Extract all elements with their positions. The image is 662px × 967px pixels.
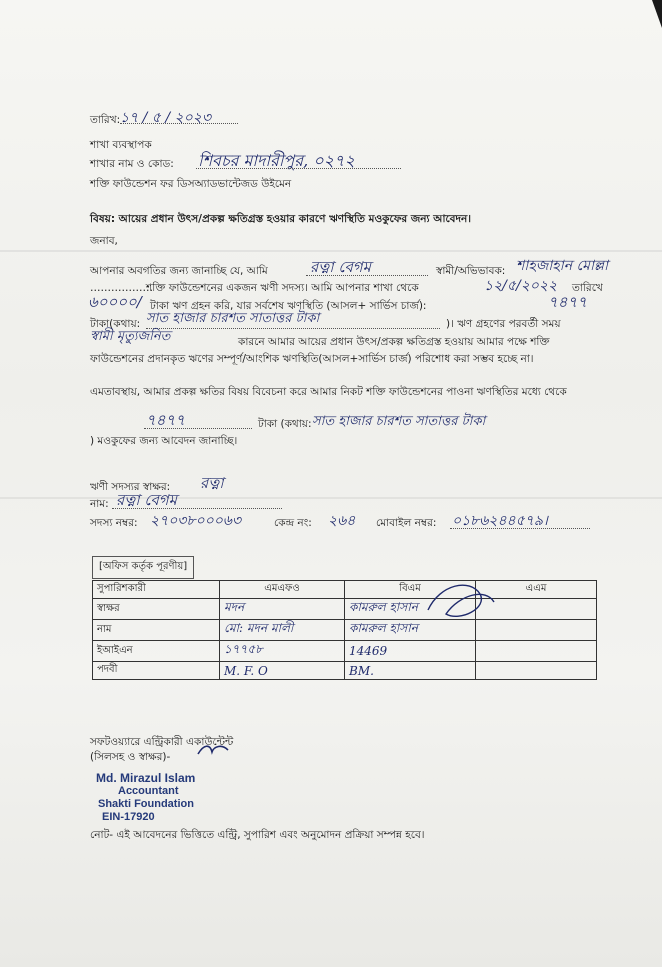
body-text: স্বামী/অভিভাবক: [436, 265, 506, 277]
stamp-ein: EIN-17920 [102, 811, 155, 823]
table-row [93, 662, 597, 680]
bm-cell: কামরুল হাসান [345, 620, 476, 641]
accountant-stamp [96, 772, 195, 824]
branch-value: শিবচর মাদারীপুর, ০২৭২ [198, 151, 355, 170]
body-text: শক্তি ফাউন্ডেশনের একজন ঋণী সদস্য। আমি আপনার শাখা থেকে [146, 282, 419, 294]
footer-note: নোট- এই আবেদনের ভিত্তিতে এন্ট্রি, সুপারিশ এবং অনুমোদন প্রক্রিয়া সম্পন্ন হবে। [90, 829, 425, 841]
row-label: স্বাক্ষর [93, 599, 220, 620]
table-header-row [93, 581, 597, 599]
date-label: তারিখ: [90, 114, 121, 126]
row-label: ইআইএন [93, 641, 220, 662]
accountant-signature-scribble [196, 742, 232, 760]
table-row [93, 599, 597, 620]
body-paragraph-2: এমতাবস্থায়, আমার প্রকল্প ক্ষতির বিষয় বিবেচনা করে আমার নিকট শক্তি ফাউন্ডেশনের পাওনা ঋণস্থিতির মধ্যে থেকে [90, 386, 567, 398]
row-label: পদবী [93, 662, 220, 680]
loan-amount: ৬০০০০/ [88, 293, 142, 311]
mobile-number: ০১৮৬২৪৪৫৭৯। [452, 513, 548, 529]
center-number: ২৬৪ [328, 513, 356, 529]
table-row [93, 641, 597, 662]
subject-line: বিষয়: আয়ের প্রধান উৎস/প্রকল্প ক্ষতিগ্রস্ত হওয়ার কারণে ঋণস্থিতি মওকুফের জন্য আবেদন। [90, 213, 472, 225]
body-text: আপনার অবগতির জন্য জানাচ্ছি যে, আমি [90, 265, 268, 277]
damage-reason: স্বামী মৃত্যুজনিত [90, 329, 171, 344]
row-label: নাম [93, 620, 220, 641]
member-number-label: সদস্য নম্বর: [90, 517, 138, 529]
applicant-name: রত্না বেগম [310, 258, 371, 276]
software-sign-label: (সিলসহ ও স্বাক্ষর)- [90, 751, 171, 763]
mobile-underline [450, 528, 590, 529]
mfo-cell: মো: মদন মালী [220, 620, 345, 641]
body-text: টাকা ঋণ গ্রহন করি, যার সর্বশেষ ঋণস্থিতি (আসল+ সার্ভিস চার্জ): [150, 300, 427, 312]
table-header-cell: এমএফও [220, 581, 345, 599]
body-text: ) মওকুফের জন্য আবেদন জানাচ্ছি। [90, 435, 238, 447]
stamp-title: Accountant [118, 785, 179, 797]
applicant-underline [306, 275, 428, 276]
member-name: রত্না বেগম [116, 491, 177, 509]
member-number: ২৭০৩৮০০০৬৩ [150, 513, 242, 529]
body-text: ……………… [90, 282, 153, 294]
body-paragraph-continued: কারনে আমার আয়ের প্রধান উৎস/প্রকল্প ক্ষতিগ্রস্ত হওয়ায় আমার পক্ষে শক্তি ফাউন্ডেশনের প্রদানকৃত ঋণের সম্পূর্ণ/আংশিক ঋণস্থিতি(আসল+সার্ভিস চার্জ) পরিশোধ করা সম্ভব হচ্ছে না। [90, 336, 550, 365]
office-use-label: [অফিস কর্তৃক পূরণীয়] [92, 556, 194, 579]
body-text: টাকা (কথায়: [258, 418, 312, 430]
waiver-amount-underline [144, 428, 252, 429]
body-text: তারিখে [572, 282, 603, 294]
paper-corner-shadow [652, 0, 662, 28]
mobile-label: মোবাইল নম্বর: [376, 517, 437, 529]
loan-date: ১২/৫/২০২২ [484, 278, 558, 294]
center-label: কেন্দ্র নং: [274, 517, 312, 529]
paper-fold [0, 250, 662, 252]
mfo-cell: M. F. O [220, 662, 345, 680]
stamp-name: Md. Mirazul Islam [96, 771, 196, 785]
member-signature-label: ঋণী সদস্যর স্বাক্ষর: [90, 481, 171, 493]
org-line: শক্তি ফাউন্ডেশন ফর ডিসঅ্যাডভান্টেজড উইমেন [90, 178, 292, 190]
body-text: )। ঋণ গ্রহণের পরবর্তী সময় [446, 318, 561, 330]
am-cell [476, 641, 597, 662]
table-header-cell: বিএম [345, 581, 476, 599]
bm-cell: BM. [345, 662, 476, 680]
software-entry-label: সফটওয়্যারে এন্ট্রিকারী একাউন্টেন্ট [90, 736, 234, 748]
stamp-org: Shakti Foundation [98, 798, 194, 810]
am-cell [476, 662, 597, 680]
bm-cell: 14469 [345, 641, 476, 662]
mfo-cell: মদন [220, 599, 345, 620]
table-header-cell: এএম [476, 581, 597, 599]
member-name-label: নাম: [90, 498, 109, 510]
date-value: ১৭ / ৫ / ২০২৩ [120, 110, 211, 126]
bm-signature-scribble [420, 574, 500, 634]
table-header-cell: সুপারিশকারী [93, 581, 220, 599]
balance-words-underline [146, 328, 440, 329]
manager-label: শাখা ব্যবস্থাপক [90, 139, 152, 151]
table-row [93, 620, 597, 641]
office-table [92, 580, 597, 680]
member-signature: রত্না [200, 474, 224, 492]
salutation: জনাব, [90, 235, 118, 247]
branch-underline [196, 168, 401, 169]
waiver-amount: ৭৪৭৭ [146, 411, 185, 429]
bm-cell: কামরুল হাসান [345, 599, 476, 620]
branch-label: শাখার নাম ও কোড: [90, 158, 174, 170]
body-text: টাকা(কথায়: [90, 318, 141, 330]
balance-in-words: সাত হাজার চারশত সাতাত্তর টাকা [146, 311, 320, 326]
balance-amount: ৭৪৭৭ [548, 293, 587, 311]
date-underline [120, 123, 238, 124]
mfo-cell: ১৭৭৫৮ [220, 641, 345, 662]
guardian-name: শাহজাহান মোল্লা [516, 258, 609, 274]
waiver-in-words: সাত হাজার চারশত সাতাত্তর টাকা [312, 414, 486, 429]
